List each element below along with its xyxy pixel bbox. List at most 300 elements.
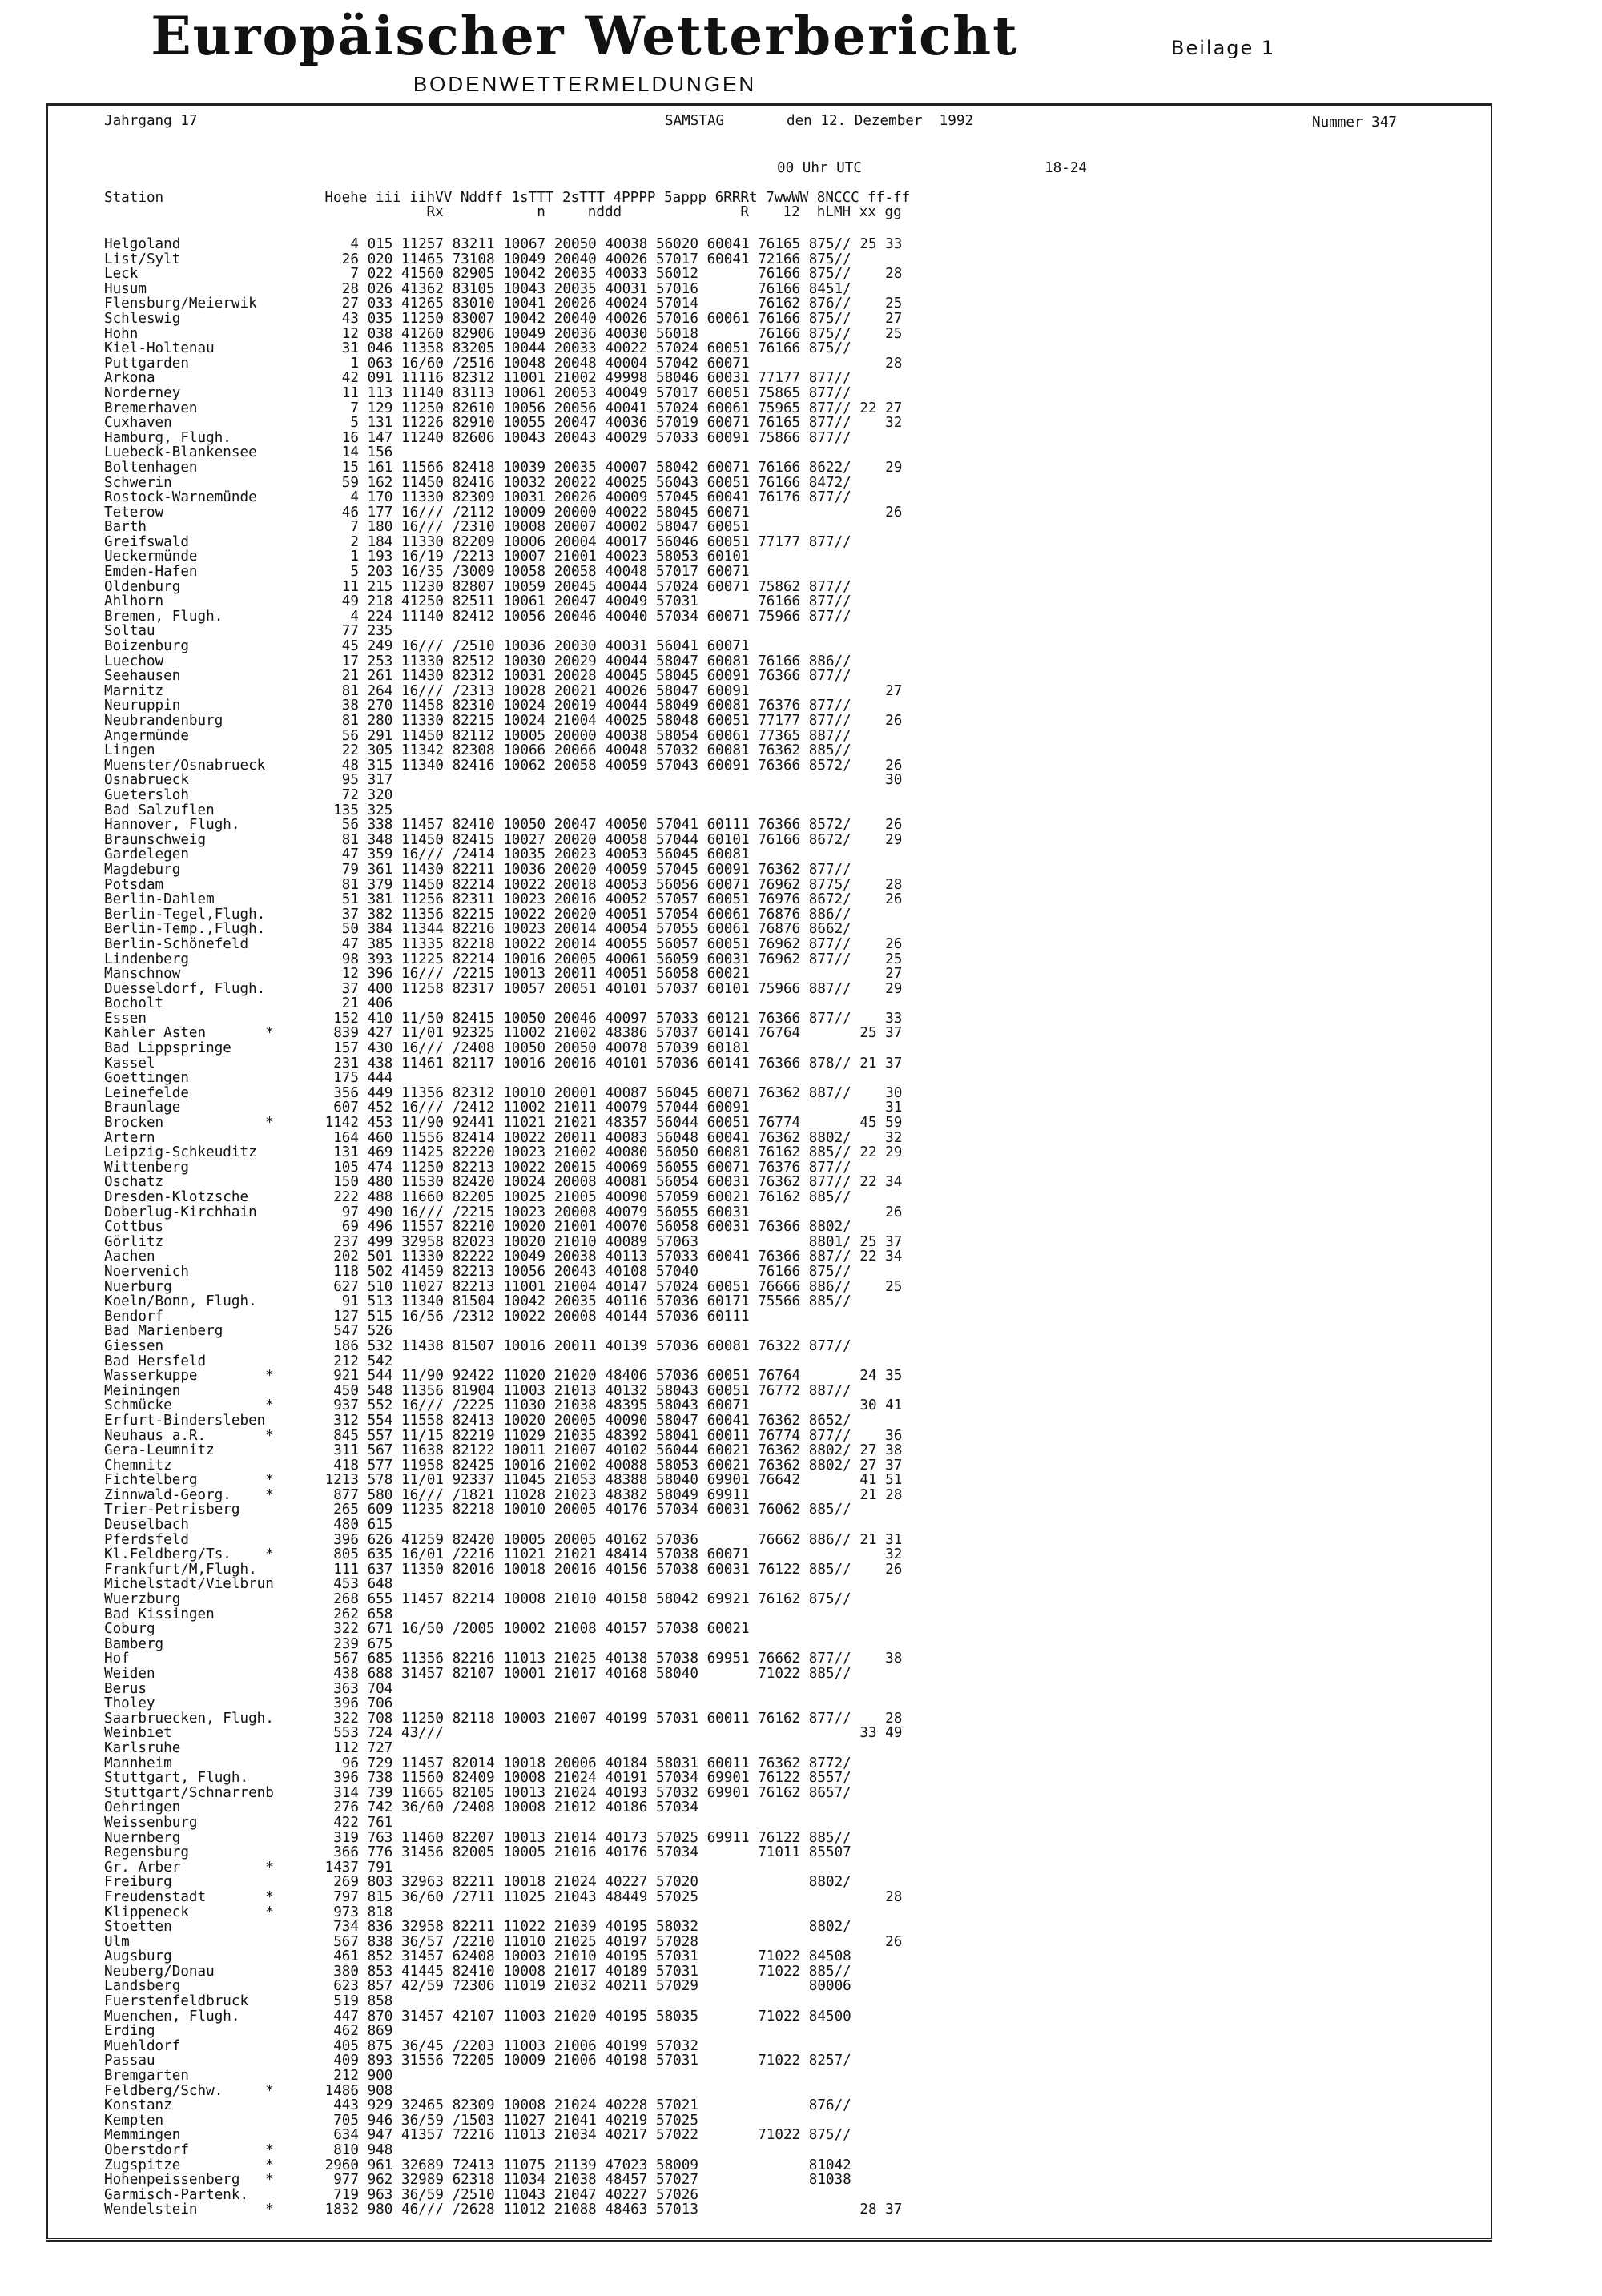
- cell-nddff: /2510: [452, 638, 495, 655]
- cell-hoehe: 164: [333, 1129, 359, 1146]
- cell-nddff: 82219: [452, 1427, 495, 1444]
- cell-appp: 57040: [656, 1263, 698, 1280]
- station-row: [104, 1920, 1097, 1935]
- cell-s1ttt: 10057: [503, 980, 546, 997]
- cell-s2ttt: 20047: [553, 593, 597, 610]
- bottom-rule: [46, 2240, 1492, 2242]
- cell-wwww: 76166: [758, 459, 801, 476]
- station-row: [104, 1280, 1097, 1295]
- cell-s1ttt: 10059: [503, 578, 546, 595]
- cell-nddff: 82610: [452, 400, 495, 416]
- cell-s2ttt: 20011: [553, 1337, 597, 1354]
- cell-s2ttt: 20051: [553, 980, 597, 997]
- cell-hoehe: 356: [333, 1084, 359, 1101]
- cell-nddff: 82414: [452, 1129, 495, 1146]
- cell-station: Marnitz: [104, 682, 164, 699]
- cell-nccc: 886//: [808, 906, 851, 923]
- cell-s1ttt: 11013: [503, 1651, 546, 1667]
- cell-pppp: 40217: [605, 2127, 648, 2144]
- station-row: [104, 1205, 1097, 1220]
- cell-iii: 305: [367, 742, 393, 759]
- cell-s2ttt: 20016: [553, 1561, 597, 1578]
- cell-s2ttt: 20005: [553, 1531, 597, 1548]
- cell-iii: 739: [367, 1784, 393, 1801]
- cell-hoehe: 127: [333, 1308, 359, 1325]
- cell-iihvv: 36/60: [401, 1888, 444, 1905]
- cell-iii: 548: [367, 1382, 393, 1399]
- cell-station: Kahler Asten *: [104, 1025, 274, 1042]
- cell-wwww: 76166: [758, 831, 801, 848]
- cell-station: Kiel-Holtenau: [104, 340, 215, 357]
- cell-s2ttt: 20014: [553, 921, 597, 938]
- cell-pppp: 40050: [605, 817, 648, 834]
- cell-appp: 57045: [656, 861, 698, 878]
- cell-s1ttt: 11025: [503, 1888, 546, 1905]
- cell-s2ttt: 21004: [553, 1278, 597, 1295]
- cell-hoehe: 567: [333, 1651, 359, 1667]
- cell-s1ttt: 10008: [503, 2097, 546, 2114]
- cell-iii: 348: [367, 831, 393, 848]
- cell-iii: 648: [367, 1576, 393, 1593]
- cell-nddff: 82418: [452, 459, 495, 476]
- cell-s2ttt: 21020: [553, 2008, 597, 2025]
- cell-wwww: 76362: [758, 1442, 801, 1459]
- cell-s1ttt: 10008: [503, 519, 546, 536]
- cell-rrrt: 60051: [706, 713, 750, 729]
- cell-hoehe: 312: [333, 1412, 359, 1429]
- cell-iihvv: 11638: [401, 1442, 444, 1459]
- cell-ffff: 26: [859, 1933, 903, 1950]
- cell-wwww: 76962: [758, 935, 801, 952]
- cell-pppp: 40184: [605, 1755, 648, 1771]
- cell-station: Oldenburg: [104, 578, 181, 595]
- station-row: [104, 1607, 1097, 1622]
- cell-hoehe: 47: [341, 935, 359, 952]
- cell-station: Greifswald: [104, 533, 189, 550]
- cell-rrrt: 60041: [706, 236, 750, 252]
- cell-s2ttt: 20018: [553, 876, 597, 893]
- cell-iihvv: 16/60: [401, 355, 444, 372]
- cell-iii: 724: [367, 1725, 393, 1742]
- cell-iii: 727: [367, 1739, 393, 1756]
- station-row: [104, 788, 1097, 803]
- cell-s2ttt: 21025: [553, 1933, 597, 1950]
- cell-iii: 552: [367, 1397, 393, 1414]
- cell-s2ttt: 20015: [553, 1159, 597, 1176]
- cell-appp: 56012: [656, 266, 698, 283]
- cell-s2ttt: 20011: [553, 966, 597, 983]
- cell-nccc: 877//: [808, 951, 851, 967]
- cell-station: Freiburg: [104, 1874, 172, 1891]
- cell-s2ttt: 21038: [553, 2172, 597, 2189]
- cell-iihvv: 11457: [401, 1755, 444, 1771]
- cell-s2ttt: 21007: [553, 1710, 597, 1727]
- station-row: [104, 1324, 1097, 1339]
- cell-iihvv: 41362: [401, 280, 444, 297]
- cell-ffff: 33 49: [859, 1725, 903, 1742]
- cell-nccc: 885//: [808, 1666, 851, 1682]
- cell-nccc: 886//: [808, 653, 851, 669]
- cell-iii: 502: [367, 1263, 393, 1280]
- cell-pppp: 40059: [605, 757, 648, 774]
- cell-hoehe: 105: [333, 1159, 359, 1176]
- cell-iihvv: 11330: [401, 489, 444, 506]
- cell-nddff: /2510: [452, 2186, 495, 2203]
- cell-station: Lindenberg: [104, 951, 189, 967]
- cell-hoehe: 135: [333, 802, 359, 818]
- cell-iihvv: 11330: [401, 713, 444, 729]
- cell-iii: 382: [367, 906, 393, 923]
- cell-iii: 544: [367, 1368, 393, 1385]
- cell-iihvv: 31457: [401, 2008, 444, 2025]
- cell-s2ttt: 20016: [553, 891, 597, 908]
- cell-station: Essen: [104, 1010, 147, 1027]
- cell-iihvv: 11558: [401, 1412, 444, 1429]
- cell-rrrt: 69911: [706, 1486, 750, 1503]
- cell-nccc: 8652/: [808, 1412, 851, 1429]
- cell-nccc: 8802/: [808, 1919, 851, 1936]
- cell-appp: 56054: [656, 1174, 698, 1191]
- cell-iii: 815: [367, 1888, 393, 1905]
- cell-iii: 532: [367, 1337, 393, 1354]
- cell-iihvv: 16///: [401, 846, 444, 863]
- cell-iii: 893: [367, 2053, 393, 2069]
- cell-s2ttt: 21020: [553, 1368, 597, 1385]
- cell-station: Helgoland: [104, 236, 181, 252]
- cell-station: Schmücke *: [104, 1397, 274, 1414]
- cell-pppp: 40080: [605, 1144, 648, 1161]
- cell-appp: 57016: [656, 280, 698, 297]
- cell-iii: 554: [367, 1412, 393, 1429]
- cell-s2ttt: 20022: [553, 474, 597, 491]
- cell-appp: 57021: [656, 2097, 698, 2114]
- cell-wwww: 76876: [758, 921, 801, 938]
- cell-ffff: 29: [859, 459, 903, 476]
- cell-iii: 385: [367, 935, 393, 952]
- cell-rrrt: 60031: [706, 1561, 750, 1578]
- cell-wwww: 76122: [758, 1829, 801, 1846]
- cell-hoehe: 157: [333, 1040, 359, 1057]
- cell-ffff: 28: [859, 1888, 903, 1905]
- cell-pppp: 40211: [605, 1978, 648, 1995]
- cell-nccc: 877//: [808, 370, 851, 387]
- cell-iii: 963: [367, 2186, 393, 2203]
- cell-appp: 57034: [656, 1844, 698, 1861]
- cell-iii: 515: [367, 1308, 393, 1325]
- cell-station: Karlsruhe: [104, 1739, 181, 1756]
- cell-appp: 58031: [656, 1755, 698, 1771]
- cell-station: Zinnwald-Georg. *: [104, 1486, 274, 1503]
- cell-s2ttt: 21002: [553, 1457, 597, 1474]
- cell-ffff: 21 31: [859, 1531, 903, 1548]
- cell-s1ttt: 10031: [503, 668, 546, 685]
- cell-iii: 474: [367, 1159, 393, 1176]
- station-row: [104, 1339, 1097, 1354]
- cell-wwww: 76162: [758, 1189, 801, 1205]
- cell-hoehe: 447: [333, 2008, 359, 2025]
- cell-wwww: 75966: [758, 980, 801, 997]
- cell-rrrt: 60071: [706, 564, 750, 581]
- cell-hoehe: 877: [333, 1486, 359, 1503]
- cell-appp: 57033: [656, 1249, 698, 1265]
- cell-appp: 58009: [656, 2157, 698, 2173]
- station-row: [104, 773, 1097, 788]
- cell-ffff: 22 34: [859, 1249, 903, 1265]
- station-row: [104, 937, 1097, 952]
- cell-pppp: 40049: [605, 593, 648, 610]
- cell-s2ttt: 20000: [553, 504, 597, 521]
- cell-station: Hohn: [104, 325, 139, 342]
- cell-iii: 513: [367, 1293, 393, 1310]
- cell-hoehe: 734: [333, 1919, 359, 1936]
- cell-pppp: 40078: [605, 1040, 648, 1057]
- cell-station: Bremgarten: [104, 2068, 189, 2085]
- cell-wwww: 76362: [758, 1755, 801, 1771]
- cell-pppp: 40058: [605, 831, 648, 848]
- cell-hoehe: 37: [341, 906, 359, 923]
- cell-iii: 946: [367, 2112, 393, 2129]
- cell-appp: 57016: [656, 310, 698, 327]
- cell-rrrt: 60071: [706, 459, 750, 476]
- station-row: [104, 1771, 1097, 1786]
- cell-iii: 655: [367, 1591, 393, 1608]
- cell-iihvv: 11/01: [401, 1472, 444, 1489]
- station-row: [104, 341, 1097, 356]
- cell-appp: 57044: [656, 831, 698, 848]
- cell-iii: 427: [367, 1025, 393, 1042]
- cell-station: Oschatz: [104, 1174, 164, 1191]
- cell-nddff: 83007: [452, 310, 495, 327]
- cell-nccc: 877//: [808, 400, 851, 416]
- cell-appp: 57026: [656, 2186, 698, 2203]
- cell-appp: 57031: [656, 1710, 698, 1727]
- cell-s1ttt: 10050: [503, 1010, 546, 1027]
- cell-rrrt: 60101: [706, 980, 750, 997]
- cell-iihvv: 36/59: [401, 2112, 444, 2129]
- cell-nddff: /2203: [452, 2037, 495, 2054]
- cell-iihvv: 11665: [401, 1784, 444, 1801]
- cell-rrrt: 60051: [706, 1115, 750, 1132]
- cell-nccc: 8802/: [808, 1129, 851, 1146]
- cell-hoehe: 222: [333, 1189, 359, 1205]
- cell-ffff: 31: [859, 1100, 903, 1116]
- cell-rrrt: 60031: [706, 951, 750, 967]
- station-row: [104, 237, 1097, 252]
- station-row: [104, 2098, 1097, 2113]
- cell-pppp: 48388: [605, 1472, 648, 1489]
- cell-iii: 261: [367, 668, 393, 685]
- cell-pppp: 40097: [605, 1010, 648, 1027]
- cell-pppp: 40102: [605, 1442, 648, 1459]
- cell-nddff: /2516: [452, 355, 495, 372]
- cell-station: Soltau: [104, 623, 155, 640]
- cell-hoehe: 51: [341, 891, 359, 908]
- cell-s2ttt: 20035: [553, 459, 597, 476]
- cell-station: Braunschweig: [104, 831, 207, 848]
- cell-ffff: 26: [859, 935, 903, 952]
- cell-pppp: 40079: [605, 1204, 648, 1220]
- cell-appp: 58053: [656, 549, 698, 565]
- station-row: [104, 907, 1097, 923]
- station-row: [104, 1577, 1097, 1592]
- cell-hoehe: 1213: [324, 1472, 359, 1489]
- cell-iihvv: 16///: [401, 638, 444, 655]
- cell-iihvv: 11027: [401, 1278, 444, 1295]
- cell-nccc: 885//: [808, 1144, 851, 1161]
- station-row: [104, 2009, 1097, 2025]
- cell-iihvv: 16///: [401, 1040, 444, 1057]
- cell-nccc: 887//: [808, 1382, 851, 1399]
- station-row: [104, 580, 1097, 595]
- cell-iii: 381: [367, 891, 393, 908]
- cell-s2ttt: 20001: [553, 1084, 597, 1101]
- station-row: [104, 1533, 1097, 1548]
- cell-rrrt: 60031: [706, 1502, 750, 1518]
- station-row: [104, 2113, 1097, 2129]
- cell-s2ttt: 21005: [553, 1189, 597, 1205]
- station-row: [104, 2024, 1097, 2039]
- cell-hoehe: 11: [341, 578, 359, 595]
- cell-station: Brocken *: [104, 1115, 274, 1132]
- cell-s2ttt: 21006: [553, 2037, 597, 2054]
- cell-nddff: /3009: [452, 564, 495, 581]
- cell-rrrt: 60041: [706, 1249, 750, 1265]
- cell-s1ttt: 11003: [503, 2008, 546, 2025]
- cell-s2ttt: 20040: [553, 251, 597, 267]
- cell-iii: 496: [367, 1219, 393, 1236]
- cell-s2ttt: 20026: [553, 296, 597, 312]
- station-row: [104, 1622, 1097, 1637]
- cell-nccc: 877//: [808, 489, 851, 506]
- station-row: [104, 476, 1097, 491]
- cell-ffff: 27 37: [859, 1457, 903, 1474]
- cell-nddff: 92422: [452, 1368, 495, 1385]
- cell-station: Michelstadt/Vielbrun: [104, 1576, 274, 1593]
- cell-s1ttt: 10031: [503, 489, 546, 506]
- cell-s2ttt: 21024: [553, 1784, 597, 1801]
- cell-s1ttt: 11021: [503, 1546, 546, 1563]
- station-row: [104, 669, 1097, 684]
- cell-iii: 063: [367, 355, 393, 372]
- cell-nddff: 62318: [452, 2172, 495, 2189]
- cell-station: Teterow: [104, 504, 164, 521]
- cell-s2ttt: 21012: [553, 1799, 597, 1816]
- cell-rrrt: 60071: [706, 1159, 750, 1176]
- cell-rrrt: 60081: [706, 653, 750, 669]
- cell-nccc: 877//: [808, 1337, 851, 1354]
- cell-nccc: 85507: [808, 1844, 851, 1861]
- cell-station: Emden-Hafen: [104, 564, 198, 581]
- cell-iihvv: 11116: [401, 370, 444, 387]
- station-row: [104, 878, 1097, 893]
- cell-ffff: 22 29: [859, 1144, 903, 1161]
- cell-s2ttt: 20050: [553, 236, 597, 252]
- cell-s1ttt: 10024: [503, 1174, 546, 1191]
- cell-iii: 738: [367, 1770, 393, 1787]
- cell-iii: 203: [367, 564, 393, 581]
- cell-nccc: 8257/: [808, 2053, 851, 2069]
- cell-nddff: 82207: [452, 1829, 495, 1846]
- cell-wwww: 76362: [758, 1129, 801, 1146]
- cell-iihvv: 11330: [401, 1249, 444, 1265]
- cell-nccc: 877//: [808, 384, 851, 401]
- cell-nccc: 887//: [808, 727, 851, 744]
- cell-s2ttt: 20000: [553, 727, 597, 744]
- cell-rrrt: 60081: [706, 1144, 750, 1161]
- station-row: [104, 1651, 1097, 1667]
- cell-iii: 317: [367, 772, 393, 789]
- cell-iihvv: 11330: [401, 653, 444, 669]
- cell-nccc: 885//: [808, 742, 851, 759]
- cell-s1ttt: 11029: [503, 1427, 546, 1444]
- cell-nccc: 886//: [808, 1278, 851, 1295]
- cell-s2ttt: 21032: [553, 1978, 597, 1995]
- cell-hoehe: 422: [333, 1814, 359, 1831]
- station-row: [104, 1398, 1097, 1413]
- cell-pppp: 40191: [605, 1770, 648, 1787]
- cell-s1ttt: 10028: [503, 682, 546, 699]
- cell-iii: 706: [367, 1695, 393, 1712]
- cell-pppp: 40031: [605, 280, 648, 297]
- cell-s1ttt: 10020: [503, 1233, 546, 1250]
- cell-s2ttt: 21034: [553, 2127, 597, 2144]
- cell-iii: 184: [367, 533, 393, 550]
- cell-nddff: 82216: [452, 921, 495, 938]
- cell-s1ttt: 10022: [503, 935, 546, 952]
- cell-s2ttt: 20011: [553, 1129, 597, 1146]
- cell-appp: 58047: [656, 1412, 698, 1429]
- cell-station: Luechow: [104, 653, 164, 669]
- station-row: [104, 1741, 1097, 1756]
- cell-iii: 557: [367, 1427, 393, 1444]
- cell-pppp: 40023: [605, 549, 648, 565]
- cell-nddff: 82425: [452, 1457, 495, 1474]
- cell-iihvv: 11342: [401, 742, 444, 759]
- cell-appp: 57054: [656, 906, 698, 923]
- cell-hoehe: 2960: [324, 2157, 359, 2173]
- cell-pppp: 40227: [605, 2186, 648, 2203]
- cell-wwww: 76774: [758, 1427, 801, 1444]
- cell-iii: 615: [367, 1517, 393, 1534]
- cell-wwww: 77177: [758, 713, 801, 729]
- cell-pppp: 40048: [605, 742, 648, 759]
- cell-nddff: 82210: [452, 1219, 495, 1236]
- cell-ffff: 26: [859, 757, 903, 774]
- cell-rrrt: 60081: [706, 698, 750, 714]
- cell-s1ttt: 10061: [503, 384, 546, 401]
- cell-s1ttt: 10016: [503, 1337, 546, 1354]
- cell-nddff: 81904: [452, 1382, 495, 1399]
- cell-s2ttt: 21021: [553, 1115, 597, 1132]
- cell-s1ttt: 10006: [503, 533, 546, 550]
- cell-pppp: 40090: [605, 1412, 648, 1429]
- cell-s2ttt: 20019: [553, 698, 597, 714]
- cell-s1ttt: 10049: [503, 251, 546, 267]
- cell-s1ttt: 10022: [503, 1129, 546, 1146]
- cell-iihvv: 11430: [401, 861, 444, 878]
- station-row: [104, 386, 1097, 401]
- cell-hoehe: 450: [333, 1382, 359, 1399]
- cell-iii: 962: [367, 2172, 393, 2189]
- cell-rrrt: 60021: [706, 1189, 750, 1205]
- cell-hoehe: 438: [333, 1666, 359, 1682]
- cell-station: Potsdam: [104, 876, 164, 893]
- cell-hoehe: 56: [341, 727, 359, 744]
- cell-hoehe: 268: [333, 1591, 359, 1608]
- cell-nddff: 82220: [452, 1144, 495, 1161]
- cell-wwww: 76166: [758, 325, 801, 342]
- cell-hoehe: 265: [333, 1502, 359, 1518]
